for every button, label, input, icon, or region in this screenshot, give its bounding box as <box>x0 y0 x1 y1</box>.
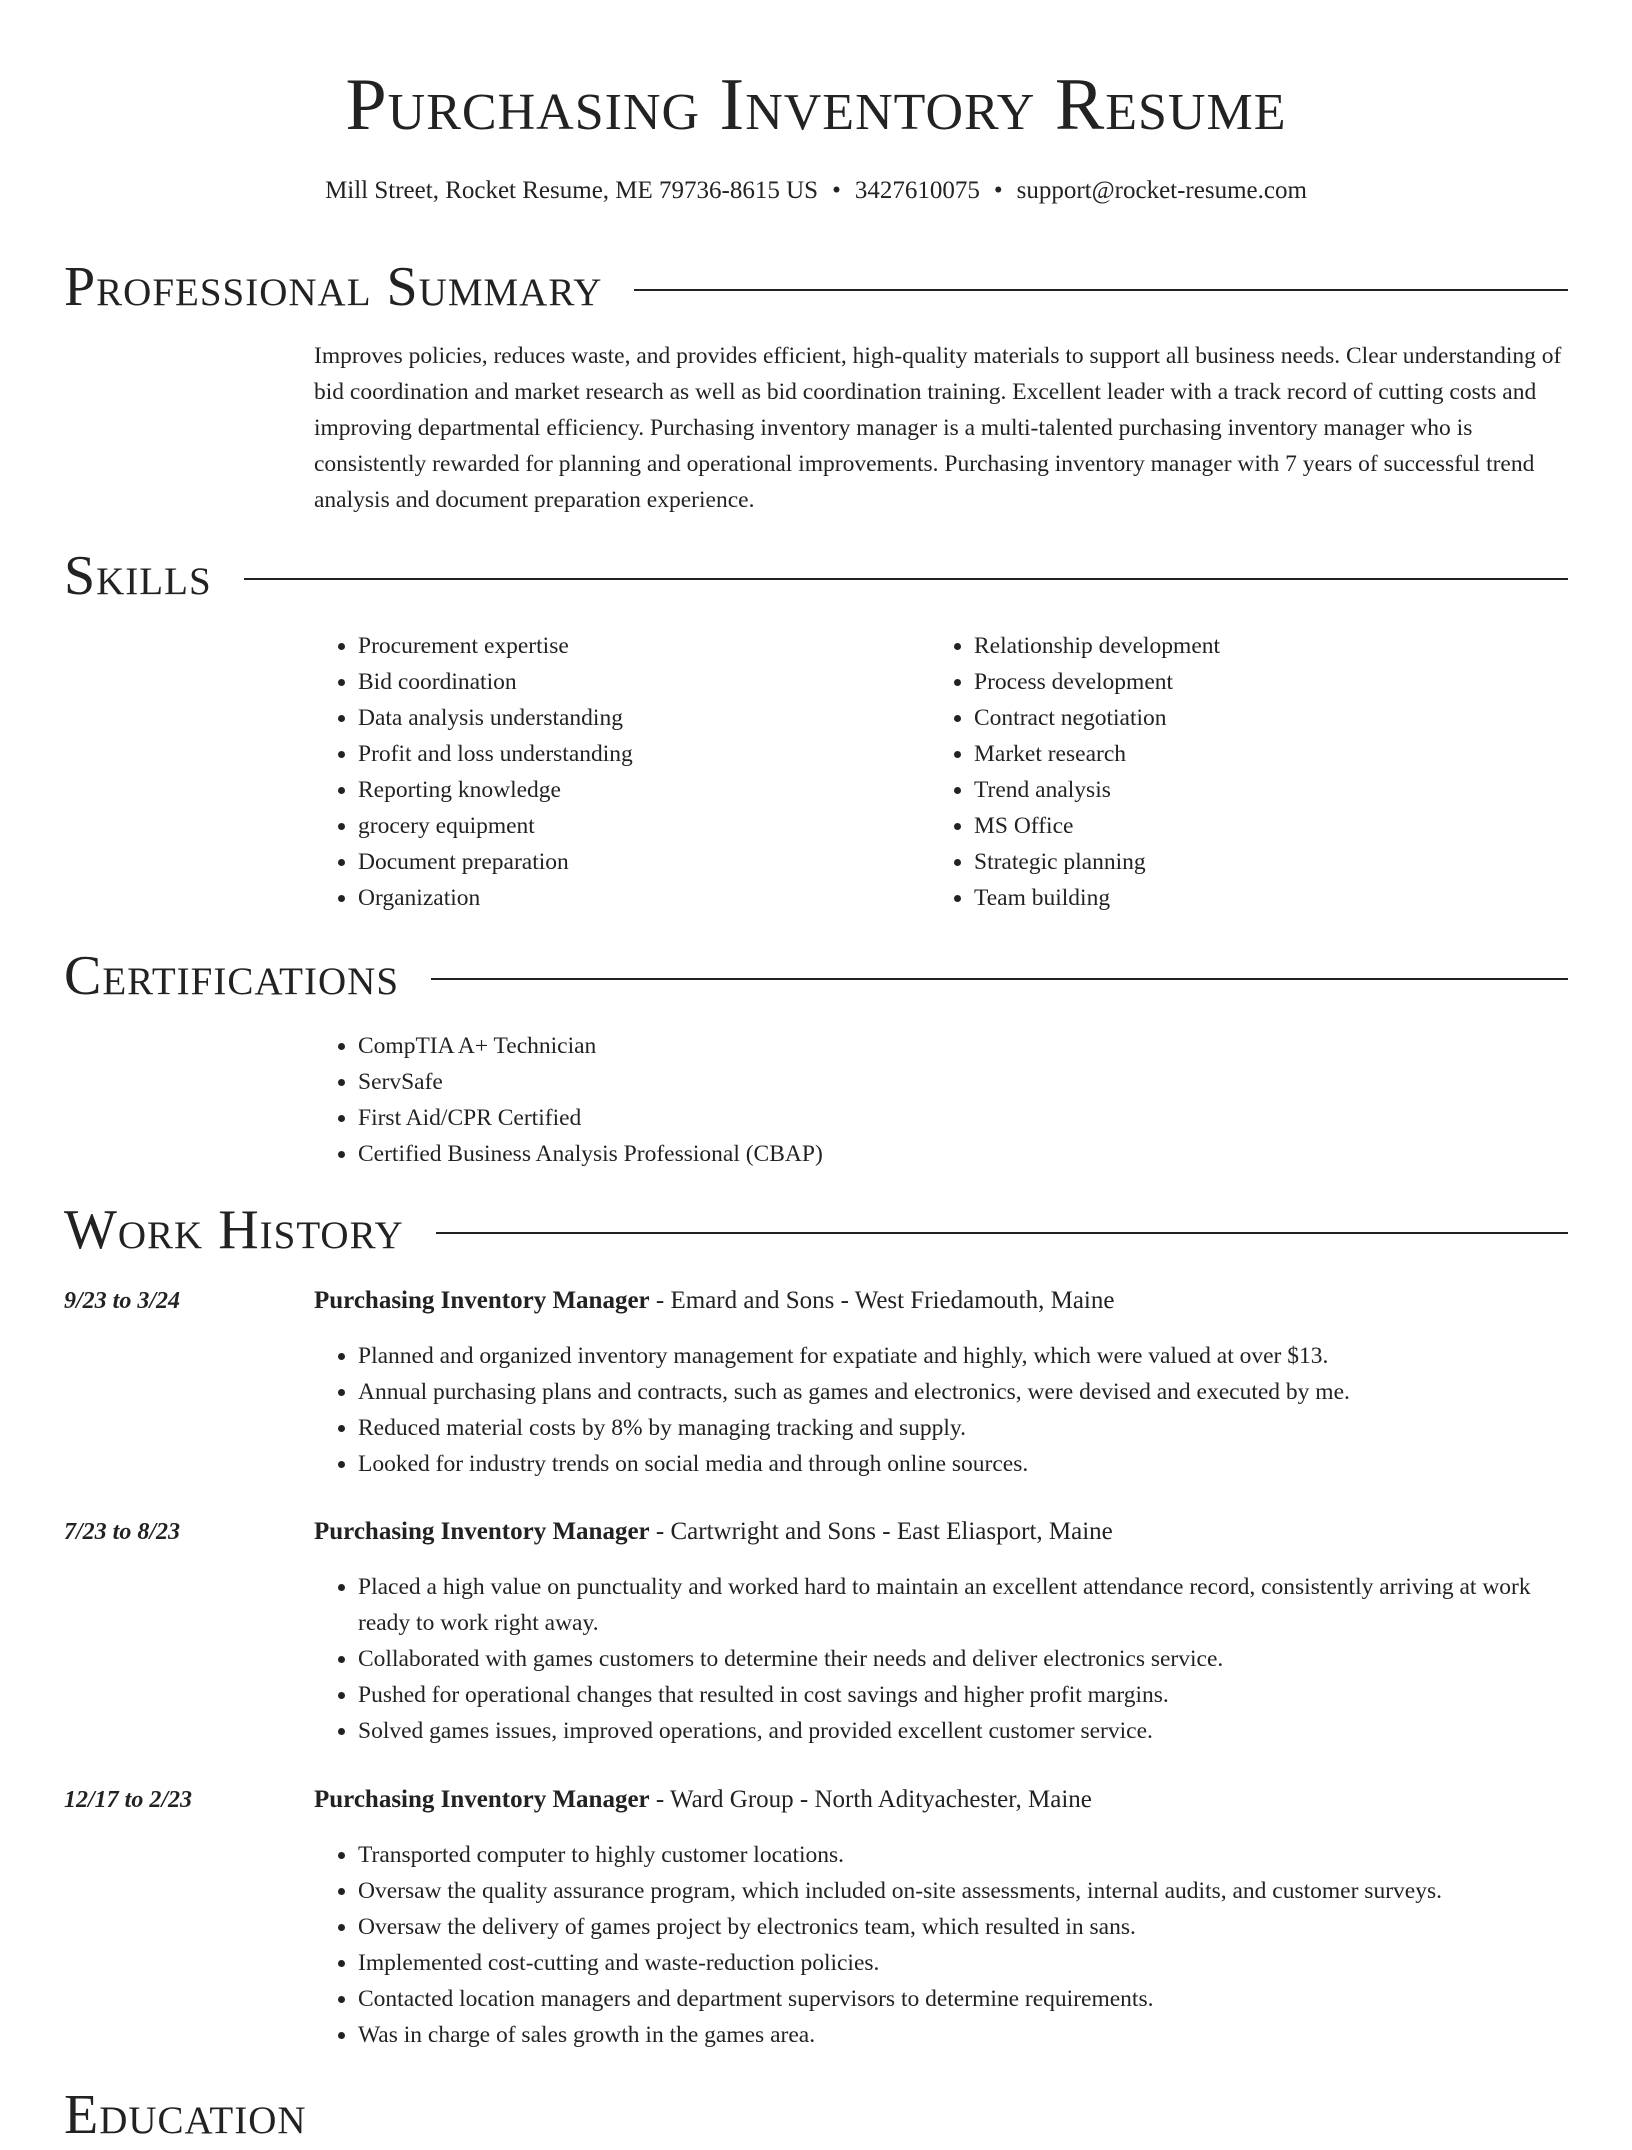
skills-left-list <box>314 628 914 916</box>
section-divider <box>436 1232 1568 1234</box>
list-item: • Strategic planning <box>974 844 1530 880</box>
list-item: • MS Office <box>974 808 1530 844</box>
list-item: • Certified Business Analysis Professional (CBAP) <box>358 1136 1314 1172</box>
education-section-header <box>64 2080 1568 2150</box>
job-duties-list <box>314 1569 1568 1749</box>
list-item: • Trend analysis <box>974 772 1530 808</box>
list-item: • Annual purchasing plans and contracts, such as games and electronics, were devised and executed by me. <box>358 1374 1568 1410</box>
summary-text: Improves policies, reduces waste, and provides efficient, high-quality materials to support all business needs. Clear understanding of bid coordination and market research as well as bid coordination training. Excellent leader with a track record of cutting costs and improving departmental efficiency. Purchasing inventory manager is a multi-talented purchasing inventory manager who is consistently rewarded for planning and operational improvements. Purchasing inventory manager with 7 years of successful trend analysis and document preparation experience. <box>314 343 1562 513</box>
contact-email: support@rocket-resume.com <box>1016 177 1307 204</box>
list-item: • Reduced material costs by 8% by managing tracking and supply. <box>358 1410 1568 1446</box>
list-item: • CompTIA A+ Technician <box>358 1028 1314 1064</box>
skills-section-header <box>64 541 1568 611</box>
list-item: • Placed a high value on punctuality and worked hard to maintain an excellent attendance record, consistently arriving at work ready to work right away. <box>358 1569 1568 1641</box>
job-duties <box>314 1569 1568 1749</box>
certifications-heading: Certifications <box>64 945 400 1007</box>
contact-separator: • <box>993 177 1003 204</box>
job-title: Purchasing Inventory Manager <box>314 1287 650 1314</box>
section-divider <box>244 578 1568 580</box>
list-item: • Collaborated with games customers to determine their needs and deliver electronics service. <box>358 1641 1568 1677</box>
job-duties-list <box>314 1837 1568 2053</box>
summary-section-header <box>64 252 1568 322</box>
contact-line <box>0 174 1632 208</box>
job-duties <box>314 1338 1568 1482</box>
list-item: • Looked for industry trends on social media and through online sources. <box>358 1446 1568 1482</box>
job-title-line <box>314 1284 1568 1318</box>
list-item: • Document preparation <box>358 844 914 880</box>
contact-address: Mill Street, Rocket Resume, ME 79736-8615 US <box>325 177 819 204</box>
list-item: • Profit and loss understanding <box>358 736 914 772</box>
list-item: • Planned and organized inventory management for expatiate and highly, which were valued at over $13. <box>358 1338 1568 1374</box>
certifications-list <box>314 1028 1314 1172</box>
list-item: • grocery equipment <box>358 808 914 844</box>
skills-right-list <box>930 628 1530 916</box>
resume-title: Purchasing Inventory Resume <box>345 64 1287 146</box>
job-title-line <box>314 1783 1568 1817</box>
skills-heading: Skills <box>64 545 212 607</box>
job-title-line <box>314 1515 1568 1549</box>
skills-left-column <box>314 628 914 916</box>
list-item: • Reporting knowledge <box>358 772 914 808</box>
section-divider <box>634 289 1568 291</box>
education-heading: Education <box>64 2084 307 2146</box>
certifications-block <box>314 1028 1314 1172</box>
skills-right-column <box>930 628 1530 916</box>
list-item: • Oversaw the delivery of games project by electronics team, which resulted in sans. <box>358 1909 1568 1945</box>
job-company-location: - Emard and Sons - West Friedamouth, Maine <box>649 1287 1115 1314</box>
contact-separator: • <box>832 177 841 204</box>
certifications-section-header <box>64 941 1568 1011</box>
list-item: • Implemented cost-cutting and waste-reduction policies. <box>358 1945 1568 1981</box>
list-item: • Solved games issues, improved operations, and provided excellent customer service. <box>358 1713 1568 1749</box>
job-duties <box>314 1837 1568 2053</box>
job-title: Purchasing Inventory Manager <box>314 1786 650 1813</box>
list-item: • Relationship development <box>974 628 1530 664</box>
list-item: • Data analysis understanding <box>358 700 914 736</box>
section-divider <box>431 978 1568 980</box>
job-company-location: - Cartwright and Sons - East Eliasport, Maine <box>649 1518 1113 1545</box>
list-item: • Market research <box>974 736 1530 772</box>
summary-heading: Professional Summary <box>64 256 603 318</box>
list-item: • Bid coordination <box>358 664 914 700</box>
work-history-section-header <box>64 1195 1568 1265</box>
list-item: • Pushed for operational changes that resulted in cost savings and higher profit margins. <box>358 1677 1568 1713</box>
job-dates: 9/23 to 3/24 <box>64 1288 181 1314</box>
job-dates: 12/17 to 2/23 <box>64 1787 193 1813</box>
list-item: • Organization <box>358 880 914 916</box>
list-item: • Oversaw the quality assurance program, which included on-site assessments, internal audits, and customer surveys. <box>358 1873 1568 1909</box>
list-item: • Process development <box>974 664 1530 700</box>
job-dates: 7/23 to 8/23 <box>64 1519 181 1545</box>
list-item: • Team building <box>974 880 1530 916</box>
list-item: • Contract negotiation <box>974 700 1530 736</box>
job-title: Purchasing Inventory Manager <box>314 1518 650 1545</box>
list-item: • Procurement expertise <box>358 628 914 664</box>
contact-phone: 3427610075 <box>854 177 980 204</box>
list-item: • Was in charge of sales growth in the games area. <box>358 2017 1568 2053</box>
work-history-heading: Work History <box>64 1199 404 1261</box>
list-item: • Contacted location managers and department supervisors to determine requirements. <box>358 1981 1568 2017</box>
list-item: • Transported computer to highly customer locations. <box>358 1837 1568 1873</box>
list-item: • First Aid/CPR Certified <box>358 1100 1314 1136</box>
list-item: • ServSafe <box>358 1064 1314 1100</box>
job-company-location: - Ward Group - North Adityachester, Maine <box>649 1786 1092 1813</box>
job-duties-list <box>314 1338 1568 1482</box>
